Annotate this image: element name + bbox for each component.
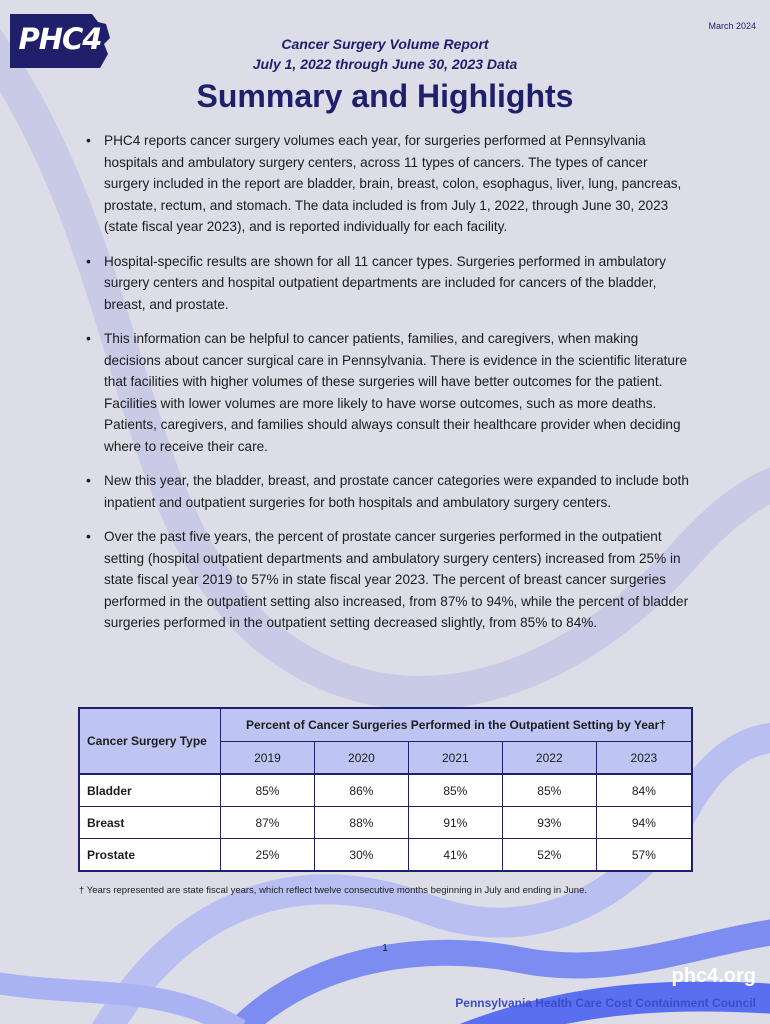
table-cell: 57% <box>596 839 692 872</box>
report-title <box>150 34 620 74</box>
report-title-line1: Cancer Surgery Volume Report <box>281 36 489 52</box>
table-cell: 88% <box>314 807 408 839</box>
highlight-item: • Over the past five years, the percent of prostate cancer surgeries performed in the outpatient setting (hospital outpatient departments and ambulatory surgery centers) increased from 25% in state fiscal year 2019 to 57% in state fiscal year 2023. The percent of breast cancer surgeries performed in the outpatient setting also increased, from 87% to 94%, while the percent of bladder surgeries performed in the outpatient setting decreased slightly, from 85% to 84%. <box>84 526 696 634</box>
phc4-logo <box>8 10 112 72</box>
logo-text: PHC4 <box>18 22 102 56</box>
highlights-list <box>84 130 696 647</box>
table-cell: 85% <box>502 774 596 807</box>
table-row <box>79 807 692 839</box>
row-label: Breast <box>79 807 221 839</box>
table-cell: 84% <box>596 774 692 807</box>
table-cell: 86% <box>314 774 408 807</box>
report-date: March 2024 <box>708 21 756 31</box>
table-cell: 30% <box>314 839 408 872</box>
year-header: 2021 <box>408 742 502 775</box>
table-cell: 25% <box>221 839 315 872</box>
table-footnote: † Years represented are state fiscal years, which reflect twelve consecutive months beginning in July and ending in June. <box>79 885 588 896</box>
outpatient-percent-table <box>78 707 693 872</box>
table-cell: 85% <box>408 774 502 807</box>
site-link[interactable]: phc4.org <box>671 965 756 987</box>
highlight-item: • This information can be helpful to cancer patients, families, and caregivers, when making decisions about cancer surgical care in Pennsylvania. There is evidence in the scientific literature that facilities with higher volumes of these surgeries will have better outcomes for the patient. Facilities with lower volumes are more likely to have worse outcomes, such as more deaths. Patients, caregivers, and families should always consult their healthcare provider when deciding where to receive their care. <box>84 328 696 457</box>
type-column-header: Cancer Surgery Type <box>79 708 221 774</box>
table-cell: 52% <box>502 839 596 872</box>
table-cell: 41% <box>408 839 502 872</box>
highlight-item: • New this year, the bladder, breast, and prostate cancer categories were expanded to include both inpatient and outpatient surgeries for both hospitals and ambulatory surgery centers. <box>84 470 696 513</box>
table-cell: 93% <box>502 807 596 839</box>
year-header: 2020 <box>314 742 408 775</box>
report-title-line2: July 1, 2022 through June 30, 2023 Data <box>252 56 518 72</box>
row-label: Bladder <box>79 774 221 807</box>
council-name: Pennsylvania Health Care Cost Containment Council <box>455 996 756 1010</box>
row-label: Prostate <box>79 839 221 872</box>
table-row <box>79 774 692 807</box>
year-header: 2023 <box>596 742 692 775</box>
table-cell: 94% <box>596 807 692 839</box>
group-column-header: Percent of Cancer Surgeries Performed in the Outpatient Setting by Year† <box>221 708 693 742</box>
table-row <box>79 839 692 872</box>
table-cell: 87% <box>221 807 315 839</box>
table-cell: 85% <box>221 774 315 807</box>
highlight-item: • PHC4 reports cancer surgery volumes each year, for surgeries performed at Pennsylvania hospitals and ambulatory surgery centers, across 11 types of cancers. The types of cancer surgery included in the report are bladder, brain, breast, colon, esophagus, liver, lung, pancreas, prostate, rectum, and stomach. The data included is from July 1, 2022, through June 30, 2023 (state fiscal year 2023), and is reported individually for each facility. <box>84 130 696 238</box>
year-header: 2022 <box>502 742 596 775</box>
table-cell: 91% <box>408 807 502 839</box>
year-header: 2019 <box>221 742 315 775</box>
page-number: 1 <box>382 943 388 954</box>
highlight-item: • Hospital-specific results are shown for all 11 cancer types. Surgeries performed in ambulatory surgery centers and hospital outpatient departments are included for cancers of the bladder, breast, and prostate. <box>84 251 696 316</box>
page-heading: Summary and Highlights <box>196 78 574 114</box>
